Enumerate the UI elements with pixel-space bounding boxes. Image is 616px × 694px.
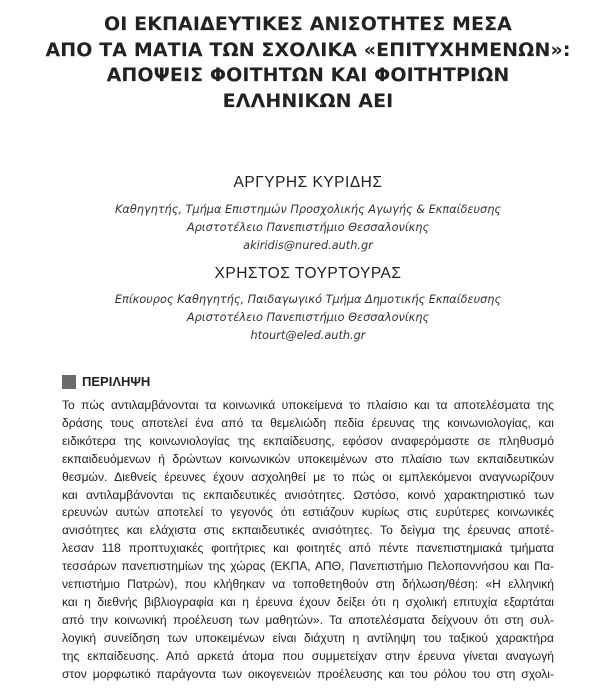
abstract-heading <box>62 374 150 389</box>
author-email: akiridis@nured.auth.gr <box>243 239 373 252</box>
title-line: ΑΠΟΨΕΙΣ ΦΟΙΤΗΤΩΝ ΚΑΙ ΦΟΙΤΗΤΡΙΩΝ <box>106 64 510 86</box>
author-institution: Αριστοτέλειο Πανεπιστήμιο Θεσσαλονίκης <box>186 221 430 234</box>
abstract-heading-label: ΠΕΡΙΛΗΨΗ <box>82 374 151 389</box>
abstract-line: λογική συνείδηση των υποκειμένων είναι διάχυτη η αντίληψη του ταξικού χαρακτήρα <box>62 630 554 645</box>
abstract-line: λεσαν 118 προπτυχιακές φοιτήτριες και φοιτητές από πέντε πανεπιστημιακά τμήματα <box>62 541 554 556</box>
abstract-line: δράσης τους αποτελεί ένα από τα θεμελιώδη πεδία έρευνας της κοινωνιολογίας, και <box>62 415 554 430</box>
title-line: ΟΙ ΕΚΠΑΙΔΕΥΤΙΚΕΣ ΑΝΙΣΟΤΗΤΕΣ ΜΕΣΑ <box>104 13 512 35</box>
author-institution: Αριστοτέλειο Πανεπιστήμιο Θεσσαλονίκης <box>186 311 430 324</box>
abstract-line: νεπιστήμιο Πατρών), που κλήθηκαν να τοποθετηθούν στη δήλωση/θέση: «Η ελληνική <box>62 577 554 592</box>
abstract-line: από την κοινωνική προέλευση των μαθητών». Τα αποτελέσματα δείχνουν ότι στη συλ- <box>62 612 554 627</box>
author-affiliation <box>0 201 616 255</box>
abstract-line: στον μορφωτικό παράγοντα των οικογενειών προέλευσης και του ρόλου του στη σχολι- <box>62 666 554 681</box>
abstract-line: ερευνών αυτών αποτελεί το γεγονός ότι εστιάζουν κυρίως στις ευρύτερες κοινωνικές <box>62 505 554 520</box>
author-affiliation <box>0 291 616 345</box>
abstract-line: εκπαιδευόμενων ή δρώντων κοινωνικών υποκειμένων στο πλαίσιο των εκπαιδευτικών <box>62 451 554 466</box>
heading-square-icon <box>62 375 76 389</box>
abstract-line: ειδικότερα της κοινωνιολογίας της εκπαίδευσης, εφόσον αναφερόμαστε σε πληθυσμό <box>62 433 554 448</box>
abstract-line: τεσσάρων πανεπιστημίων της χώρας (ΕΚΠΑ, ΑΠΘ, Πανεπιστήμιο Πελοποννήσου και Πα- <box>62 559 554 574</box>
author-position: Καθηγητής, Τμήμα Επιστημών Προσχολικής Αγωγής & Εκπαίδευσης <box>114 203 502 216</box>
abstract-line: της εκπαίδευσης. Από αρκετά άτομα που συμμετείχαν στην έρευνα γίνεται αναγωγή <box>62 648 554 663</box>
abstract-line: και η διεθνής βιβλιογραφία και η έρευνα έχουν δείξει ότι η σχολική επιτυχία εξαρτάται <box>62 594 554 609</box>
abstract-line: Το πώς αντιλαμβάνονται τα κοινωνικά υποκείμενα το πλαίσιο και τα αποτελέσματα της <box>62 398 554 412</box>
title-line: ΑΠΟ ΤΑ ΜΑΤΙΑ ΤΩΝ ΣΧΟΛΙΚΑ «ΕΠΙΤΥΧΗΜΕΝΩΝ»: <box>45 38 571 61</box>
abstract-line: και αντιλαμβάνονται τις εκπαιδευτικές ανισότητες. Ωστόσο, κοινό χαρακτηριστικό των <box>62 487 554 502</box>
author-name: ΑΡΓΥΡΗΣ ΚΥΡΙΔΗΣ <box>233 174 383 191</box>
paper-title <box>0 12 616 114</box>
author-email: htourt@eled.auth.gr <box>250 329 366 342</box>
title-line: ΕΛΛΗΝΙΚΩΝ ΑΕΙ <box>222 89 394 112</box>
abstract-body <box>62 397 554 684</box>
abstract-line: ανισότητες και ελάχιστα στις εκπαιδευτικές ανισότητες. Το δείγμα της έρευνας αποτέ- <box>62 523 554 538</box>
abstract-line: θεσμών. Διεθνείς έρευνες έχουν ασχοληθεί με το πώς οι εμπλεκόμενοι αναγνωρίζουν <box>62 469 554 484</box>
author-position: Επίκουρος Καθηγητής, Παιδαγωγικό Τμήμα Δημοτικής Εκπαίδευσης <box>114 293 502 306</box>
author-name: ΧΡΗΣΤΟΣ ΤΟΥΡΤΟΥΡΑΣ <box>214 265 402 282</box>
